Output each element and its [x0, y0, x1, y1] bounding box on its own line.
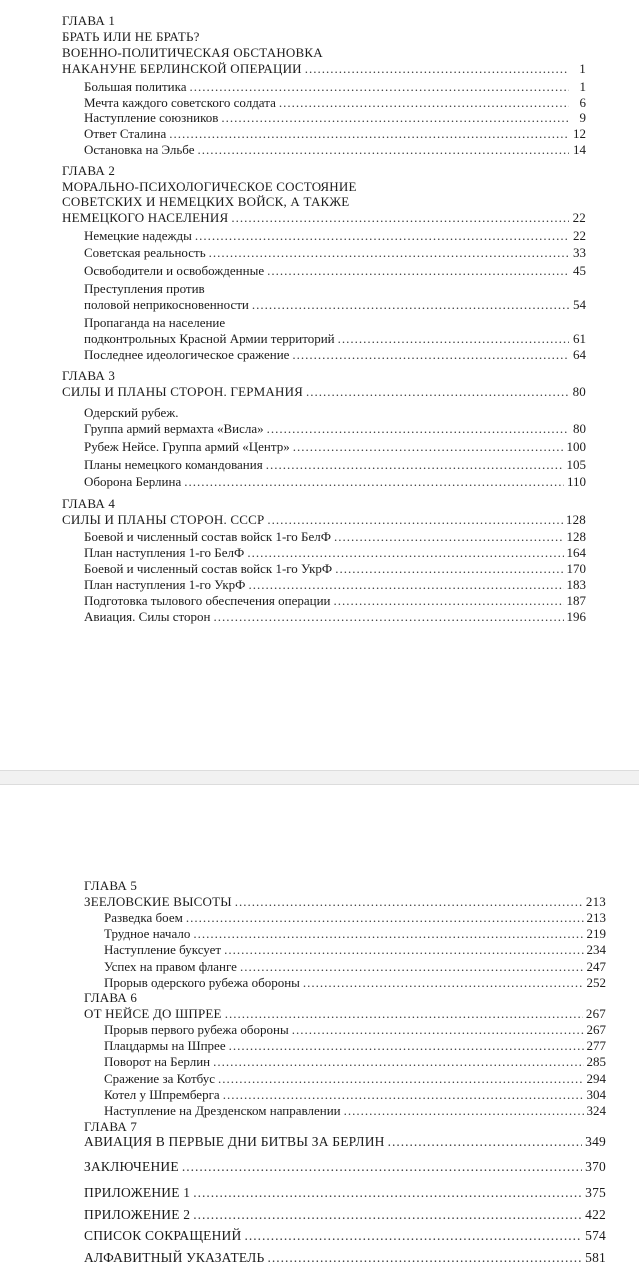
entry-title: Боевой и численный состав войск 1-го УкрФ: [84, 561, 333, 576]
toc-entry-line-1: Одерский рубеж.: [84, 405, 179, 420]
dot-leader: [224, 942, 583, 958]
toc-entry[interactable]: [84, 110, 586, 126]
dot-leader: [334, 593, 564, 609]
toc-entry[interactable]: [84, 593, 586, 609]
dot-leader: [223, 1087, 584, 1103]
entry-title: Плацдармы на Шпрее: [104, 1038, 226, 1053]
page-number: 370: [585, 1159, 606, 1174]
dot-leader: [186, 910, 584, 926]
page-number: 187: [566, 593, 586, 608]
toc-entry[interactable]: [104, 1038, 606, 1054]
entry-title: Планы немецкого командования: [84, 457, 263, 472]
dot-leader: [247, 545, 563, 561]
toc-entry[interactable]: [84, 561, 586, 577]
dot-leader: [334, 529, 563, 545]
toc-entry[interactable]: [104, 942, 606, 958]
page-number: 213: [585, 894, 606, 909]
dot-leader: [303, 975, 584, 991]
page-number: 277: [586, 1038, 606, 1053]
dot-leader: [213, 1054, 583, 1070]
toc-entry-line-1: Пропаганда на население: [84, 315, 226, 330]
page-number: 6: [579, 95, 586, 110]
toc-page-2: [0, 785, 639, 1280]
dot-leader: [244, 1228, 582, 1244]
dot-leader: [213, 609, 563, 625]
toc-entry[interactable]: [84, 609, 586, 625]
dot-leader: [267, 512, 562, 528]
toc-entry[interactable]: [84, 331, 586, 347]
dot-leader: [193, 1207, 582, 1223]
page-number: 219: [586, 926, 606, 941]
page-number: 128: [565, 512, 586, 527]
dot-leader: [279, 95, 569, 111]
page-number: 285: [586, 1054, 606, 1069]
conclusion-entry[interactable]: [84, 1159, 606, 1175]
toc-entry[interactable]: [84, 577, 586, 593]
page-number: 33: [573, 245, 586, 260]
chapter-1-label: ГЛАВА 1: [62, 13, 116, 28]
toc-entry[interactable]: [84, 421, 586, 437]
page-number: 164: [566, 545, 586, 560]
toc-entry[interactable]: [84, 545, 586, 561]
page-number: 183: [566, 577, 586, 592]
dot-leader: [218, 1071, 583, 1087]
toc-entry[interactable]: [84, 439, 586, 455]
toc-entry[interactable]: [84, 95, 586, 111]
toc-entry[interactable]: [84, 245, 586, 261]
chapter-6-label: ГЛАВА 6: [84, 990, 138, 1005]
chapter-2-title-entry[interactable]: [62, 210, 586, 226]
page-number: 64: [573, 347, 586, 362]
dot-leader: [292, 1022, 584, 1038]
page-number: 61: [573, 331, 586, 346]
dot-leader: [231, 210, 569, 226]
toc-entry[interactable]: [104, 959, 606, 975]
dot-leader: [335, 561, 563, 577]
entry-title: Группа армий вермахта «Висла»: [84, 421, 264, 436]
entry-title: Наступление на Дрезденском направлении: [104, 1103, 341, 1118]
page-number: 128: [566, 529, 586, 544]
entry-title: СИЛЫ И ПЛАНЫ СТОРОН. ГЕРМАНИЯ: [62, 384, 304, 399]
page-number: 304: [586, 1087, 606, 1102]
dot-leader: [267, 263, 569, 279]
chapter-3-label: ГЛАВА 3: [62, 368, 116, 383]
page-number: 574: [585, 1228, 606, 1243]
page-number: 22: [572, 210, 586, 225]
entry-title: Освободители и освобожденные: [84, 263, 265, 278]
entry-title: Советская реальность: [84, 245, 206, 260]
entry-title: Немецкие надежды: [84, 228, 192, 243]
page-number: 9: [579, 110, 586, 125]
toc-entry[interactable]: [84, 126, 586, 142]
toc-entry[interactable]: [104, 1103, 606, 1119]
entry-title: Подготовка тылового обеспечения операции: [84, 593, 331, 608]
dot-leader: [306, 384, 569, 400]
chapter-6-title-entry[interactable]: [84, 1006, 606, 1022]
toc-entry[interactable]: [84, 142, 586, 158]
chapter-2-label: ГЛАВА 2: [62, 163, 116, 178]
entry-title: АВИАЦИЯ В ПЕРВЫЕ ДНИ БИТВЫ ЗА БЕРЛИН: [84, 1134, 385, 1149]
toc-entry[interactable]: [104, 1071, 606, 1087]
toc-entry[interactable]: [104, 1022, 606, 1038]
entry-title: Прорыв одерского рубежа обороны: [104, 975, 300, 990]
entry-title: ПРИЛОЖЕНИЕ 2: [84, 1207, 191, 1222]
dot-leader: [293, 439, 564, 455]
toc-entry-line-1: Преступления против: [84, 281, 205, 296]
dot-leader: [292, 347, 569, 363]
dot-leader: [388, 1134, 583, 1150]
dot-leader: [248, 577, 563, 593]
dot-leader: [193, 1185, 582, 1201]
toc-entry[interactable]: [104, 1087, 606, 1103]
page-number: 252: [586, 975, 606, 990]
chapter-3-title-entry[interactable]: [62, 384, 586, 400]
dot-leader: [189, 79, 569, 95]
entry-title: Боевой и численный состав войск 1-го БелФ: [84, 529, 332, 544]
page-number: 22: [573, 228, 586, 243]
page-number: 14: [573, 142, 586, 157]
entry-title: Большая политика: [84, 79, 187, 94]
entry-title: Оборона Берлина: [84, 474, 182, 489]
page-number: 12: [573, 126, 586, 141]
chapter-2-title-line-1: МОРАЛЬНО-ПСИХОЛОГИЧЕСКОЕ СОСТОЯНИЕ: [62, 179, 357, 194]
dot-leader: [209, 245, 569, 261]
entry-title: Трудное начало: [104, 926, 191, 941]
toc-entry[interactable]: [104, 975, 606, 991]
entry-title: ПРИЛОЖЕНИЕ 1: [84, 1185, 191, 1200]
toc-entry[interactable]: [84, 474, 586, 490]
dot-leader: [240, 959, 584, 975]
page-number: 234: [586, 942, 606, 957]
dot-leader: [338, 331, 569, 347]
page-number: 54: [573, 297, 586, 312]
entry-title: ОТ НЕЙСЕ ДО ШПРЕЕ: [84, 1006, 222, 1021]
chapter-4-label: ГЛАВА 4: [62, 496, 116, 511]
appendix-2-entry[interactable]: [84, 1207, 606, 1223]
page-number: 100: [566, 439, 586, 454]
page-number: 375: [585, 1185, 606, 1200]
dot-leader: [266, 457, 564, 473]
chapter-5-title-entry[interactable]: [84, 894, 606, 910]
dot-leader: [193, 926, 583, 942]
toc-entry[interactable]: [84, 347, 586, 363]
page-number: 581: [585, 1250, 606, 1265]
appendix-1-entry[interactable]: [84, 1185, 606, 1201]
entry-title: ЗЕЕЛОВСКИЕ ВЫСОТЫ: [84, 894, 232, 909]
entry-title: Сражение за Котбус: [104, 1071, 216, 1086]
chapter-4-title-entry[interactable]: [62, 512, 586, 528]
page-number: 422: [585, 1207, 606, 1222]
toc-entry[interactable]: [104, 1054, 606, 1070]
page-divider: [0, 770, 639, 785]
entry-title: Успех на правом фланге: [104, 959, 237, 974]
toc-entry[interactable]: [84, 79, 586, 95]
chapter-7-label: ГЛАВА 7: [84, 1119, 138, 1134]
dot-leader: [169, 126, 569, 142]
page-number: 1: [579, 61, 586, 76]
dot-leader: [182, 1159, 582, 1175]
dot-leader: [225, 1006, 583, 1022]
dot-leader: [229, 1038, 584, 1054]
entry-title: Наступление буксует: [104, 942, 222, 957]
entry-title: СПИСОК СОКРАЩЕНИЙ: [84, 1228, 242, 1243]
dot-leader: [267, 1250, 582, 1266]
entry-title: половой неприкосновенности: [84, 297, 249, 312]
toc-entry[interactable]: [104, 910, 606, 926]
dot-leader: [235, 894, 583, 910]
entry-title: Последнее идеологическое сражение: [84, 347, 290, 362]
page-number: 324: [586, 1103, 606, 1118]
dot-leader: [221, 110, 569, 126]
toc-entry[interactable]: [84, 457, 586, 473]
entry-title: Котел у Шпремберга: [104, 1087, 220, 1102]
entry-title: АЛФАВИТНЫЙ УКАЗАТЕЛЬ: [84, 1250, 265, 1265]
page-number: 1: [579, 79, 586, 94]
page-number: 294: [586, 1071, 606, 1086]
dot-leader: [252, 297, 569, 313]
entry-title: Наступление союзников: [84, 110, 219, 125]
entry-title: Прорыв первого рубежа обороны: [104, 1022, 289, 1037]
page-number: 247: [586, 959, 606, 974]
chapter-1-title-line-1: БРАТЬ ИЛИ НЕ БРАТЬ?: [62, 29, 200, 44]
toc-entry[interactable]: [84, 529, 586, 545]
page-number: 170: [566, 561, 586, 576]
entry-title: Разведка боем: [104, 910, 183, 925]
toc-entry[interactable]: [104, 926, 606, 942]
entry-title: НЕМЕЦКОГО НАСЕЛЕНИЯ: [62, 210, 229, 225]
entry-title: План наступления 1-го УкрФ: [84, 577, 246, 592]
toc-entry[interactable]: [84, 263, 586, 279]
page-number: 349: [585, 1134, 606, 1149]
entry-title: Остановка на Эльбе: [84, 142, 195, 157]
page-number: 110: [566, 474, 586, 489]
toc-entry[interactable]: [84, 297, 586, 313]
page-number: 80: [572, 384, 586, 399]
chapter-7-title-entry[interactable]: [84, 1134, 606, 1150]
entry-title: СИЛЫ И ПЛАНЫ СТОРОН. СССР: [62, 512, 265, 527]
entry-title: Рубеж Нейсе. Группа армий «Центр»: [84, 439, 290, 454]
page-number: 105: [566, 457, 586, 472]
dot-leader: [184, 474, 564, 490]
toc-entry[interactable]: [84, 228, 586, 244]
dot-leader: [267, 421, 569, 437]
page-number: 267: [585, 1006, 606, 1021]
chapter-1-title-line-2: ВОЕННО-ПОЛИТИЧЕСКАЯ ОБСТАНОВКА: [62, 45, 323, 60]
entry-title: Мечта каждого советского солдата: [84, 95, 276, 110]
page-number: 196: [566, 609, 586, 624]
entry-title: Поворот на Берлин: [104, 1054, 211, 1069]
entry-title: План наступления 1-го БелФ: [84, 545, 245, 560]
chapter-5-label: ГЛАВА 5: [84, 878, 138, 893]
dot-leader: [305, 61, 569, 77]
dot-leader: [198, 142, 569, 158]
entry-title: Авиация. Силы сторон: [84, 609, 211, 624]
abbreviations-entry[interactable]: [84, 1228, 606, 1244]
dot-leader: [195, 228, 569, 244]
entry-title: Ответ Сталина: [84, 126, 167, 141]
dot-leader: [344, 1103, 584, 1119]
entry-title: подконтрольных Красной Армии территорий: [84, 331, 335, 346]
chapter-2-title-line-2: СОВЕТСКИХ И НЕМЕЦКИХ ВОЙСК, А ТАКЖЕ: [62, 194, 350, 209]
index-entry[interactable]: [84, 1250, 606, 1266]
chapter-1-title-entry[interactable]: [62, 61, 586, 77]
entry-title: НАКАНУНЕ БЕРЛИНСКОЙ ОПЕРАЦИИ: [62, 61, 302, 76]
page-number: 267: [586, 1022, 606, 1037]
page-number: 213: [586, 910, 606, 925]
entry-title: ЗАКЛЮЧЕНИЕ: [84, 1159, 179, 1174]
page-number: 45: [573, 263, 586, 278]
page-number: 80: [573, 421, 586, 436]
